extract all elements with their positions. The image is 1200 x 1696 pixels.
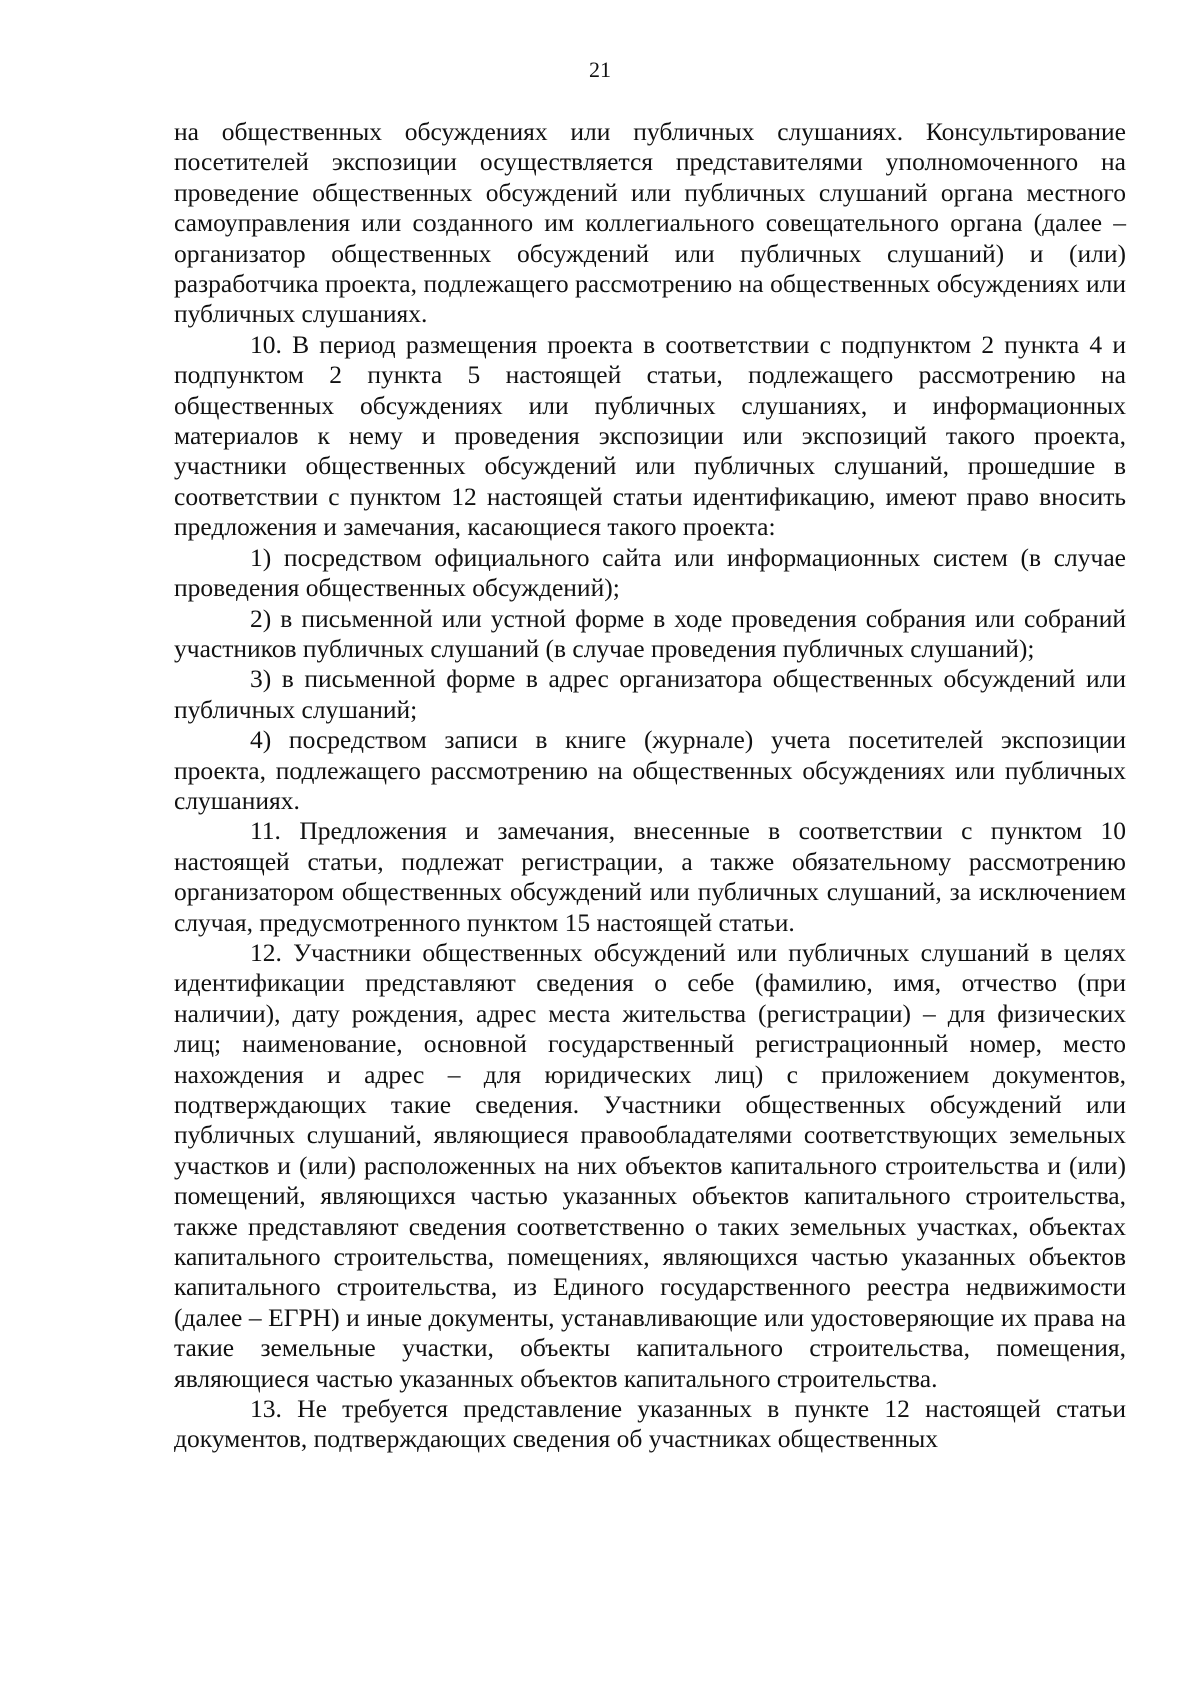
paragraph-10-item-4: 4) посредством записи в книге (журнале) учета посетителей экспозиции проекта, подлежащего рассмотрению на общественных обсуждениях или публичных слушаниях. bbox=[174, 725, 1126, 815]
paragraph-10-item-3: 3) в письменной форме в адрес организатора общественных обсуждений или публичных слушаний; bbox=[174, 664, 1126, 724]
paragraph-11: 11. Предложения и замечания, внесенные в соответствии с пунктом 10 настоящей статьи, подлежат регистрации, а также обязательному рассмотрению организатором общественных обсуждений или публичных слушаний, за исключением случая, предусмотренного пунктом 15 настоящей статьи. bbox=[174, 816, 1126, 937]
paragraph-10: 10. В период размещения проекта в соответствии с подпунктом 2 пункта 4 и подпунктом 2 пункта 5 настоящей статьи, подлежащего рассмотрению на общественных обсуждениях или публичных слушаниях, и информационных материалов к нему и проведения экспозиции или экспозиций такого проекта, участники общественных обсуждений или публичных слушаний, прошедшие в соответствии с пунктом 12 настоящей статьи идентификацию, имеют право вносить предложения и замечания, касающиеся такого проекта: bbox=[174, 329, 1126, 542]
document-body bbox=[174, 117, 1126, 1455]
paragraph-consultation: на общественных обсуждениях или публичных слушаниях. Консультирование посетителей экспозиции осуществляется представителями уполномоченного на проведение общественных обсуждений или публичных слушаний органа местного самоуправления или созданного им коллегиального совещательного органа (далее – организатор общественных обсуждений или публичных слушаний) и (или) разработчика проекта, подлежащего рассмотрению на общественных обсуждениях или публичных слушаниях. bbox=[174, 117, 1126, 329]
page-number: 21 bbox=[589, 57, 611, 82]
paragraph-12: 12. Участники общественных обсуждений или публичных слушаний в целях идентификации представляют сведения о себе (фамилию, имя, отчество (при наличии), дату рождения, адрес места жительства (регистрации) – для физических лиц; наименование, основной государственный регистрационный номер, место нахождения и адрес – для юридических лиц) с приложением документов, подтверждающих такие сведения. Участники общественных обсуждений или публичных слушаний, являющиеся правообладателями соответствующих земельных участков и (или) расположенных на них объектов капитального строительства и (или) помещений, являющихся частью указанных объектов капитального строительства, также представляют сведения соответственно о таких земельных участках, объектах капитального строительства, помещениях, являющихся частью указанных объектов капитального строительства, из Единого государственного реестра недвижимости (далее – ЕГРН) и иные документы, устанавливающие или удостоверяющие их права на такие земельные участки, объекты капитального строительства, помещения, являющиеся частью указанных объектов капитального строительства. bbox=[174, 937, 1126, 1393]
paragraph-13: 13. Не требуется представление указанных в пункте 12 настоящей статьи документов, подтверждающих сведения об участниках общественных bbox=[174, 1394, 1126, 1454]
paragraph-10-item-2: 2) в письменной или устной форме в ходе проведения собрания или собраний участников публичных слушаний (в случае проведения публичных слушаний); bbox=[174, 603, 1126, 663]
paragraph-10-item-1: 1) посредством официального сайта или информационных систем (в случае проведения общественных обсуждений); bbox=[174, 542, 1126, 603]
